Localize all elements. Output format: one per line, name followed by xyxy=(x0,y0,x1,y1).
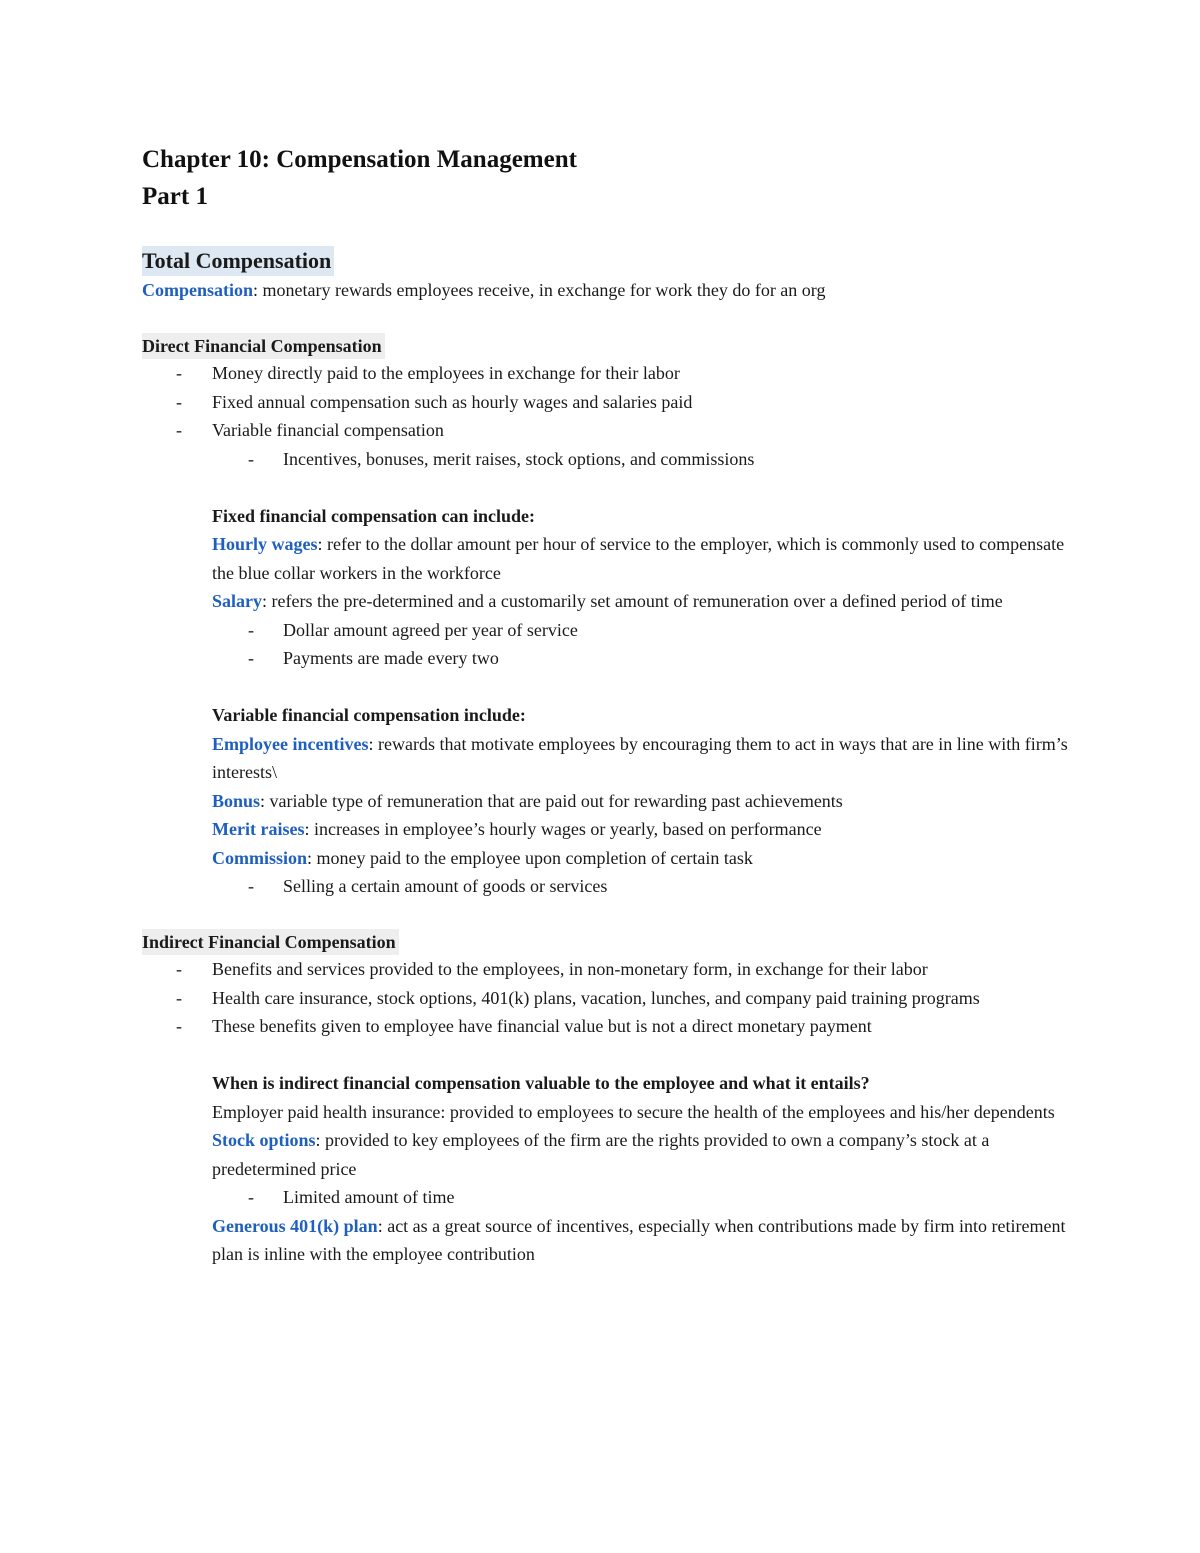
direct-bullet-list xyxy=(142,359,1072,445)
term-salary: Salary xyxy=(212,591,263,611)
section-heading-indirect: Indirect Financial Compensation xyxy=(142,929,399,955)
list-item: - Incentives, bonuses, merit raises, stock options, and commissions xyxy=(142,445,1072,474)
term-stock-options: Stock options xyxy=(212,1130,316,1150)
hourly-wages-definition: Hourly wages: refer to the dollar amount per hour of service to the employer, which is commonly used to compensate the blue collar workers in the workforce xyxy=(212,534,1065,583)
list-item: - Limited amount of time xyxy=(142,1183,1072,1212)
commission-sub-list xyxy=(142,872,1072,901)
salary-definition: Salary: refers the pre-determined and a customarily set amount of remuneration over a defined period of time xyxy=(212,591,1003,611)
compensation-definition xyxy=(142,276,1072,305)
fixed-heading: Fixed financial compensation can include: xyxy=(212,505,536,526)
salary-sub-list xyxy=(142,616,1072,673)
401k-definition: Generous 401(k) plan: act as a great source of incentives, especially when contributions made by firm into retirement plan is inline with the employee contribution xyxy=(212,1215,1066,1264)
incentives-definition: Employee incentives: rewards that motivate employees by encouraging them to act in ways that are in line with firm’s interests\ xyxy=(212,733,1068,782)
bonus-definition: Bonus: variable type of remuneration that are paid out for rewarding past achievements xyxy=(212,790,843,811)
list-item: - Payments are made every two xyxy=(142,644,1072,673)
list-item: - Money directly paid to the employees in exchange for their labor xyxy=(142,359,1072,388)
chapter-title: Chapter 10: Compensation Management xyxy=(142,146,577,173)
health-insurance-definition: Employer paid health insurance: provided to employees to secure the health of the employees and his/her dependents xyxy=(212,1101,1055,1122)
indirect-question: When is indirect financial compensation valuable to the employee and what it entails? xyxy=(212,1073,870,1093)
section-heading-total: Total Compensation xyxy=(142,246,334,276)
stock-sub-list xyxy=(142,1183,1072,1212)
variable-heading: Variable financial compensation include: xyxy=(212,705,526,725)
list-item: - Fixed annual compensation such as hourly wages and salaries paid xyxy=(142,388,1072,417)
commission-definition: Commission: money paid to the employee upon completion of certain task xyxy=(212,847,753,868)
compensation-def-text: : monetary rewards employees receive, in exchange for work they do for an org xyxy=(253,280,826,300)
list-item: - Dollar amount agreed per year of service xyxy=(142,616,1072,645)
merit-definition: Merit raises: increases in employee’s hourly wages or yearly, based on performance xyxy=(212,819,822,839)
list-item: - Benefits and services provided to the employees, in non-monetary form, in exchange for their labor xyxy=(142,955,1072,984)
stock-options-definition: Stock options: provided to key employees of the firm are the rights provided to own a company’s stock at a predetermined price xyxy=(212,1130,990,1179)
term-hourly-wages: Hourly wages xyxy=(212,534,318,554)
term-compensation: Compensation xyxy=(142,280,254,300)
term-401k-plan: Generous 401(k) plan xyxy=(212,1215,378,1236)
term-bonus: Bonus xyxy=(212,790,261,811)
part-title: Part 1 xyxy=(142,183,208,210)
list-item: - Health care insurance, stock options, 401(k) plans, vacation, lunches, and company paid training programs xyxy=(142,984,1072,1013)
term-merit-raises: Merit raises xyxy=(212,819,305,839)
list-item: - Variable financial compensation xyxy=(142,416,1072,445)
term-commission: Commission xyxy=(212,847,308,868)
document-page xyxy=(142,141,1072,1269)
term-employee-incentives: Employee incentives xyxy=(212,733,369,754)
list-item: - Selling a certain amount of goods or services xyxy=(142,872,1072,901)
list-item: - These benefits given to employee have financial value but is not a direct monetary payment xyxy=(142,1012,1072,1041)
section-heading-direct: Direct Financial Compensation xyxy=(142,333,385,359)
direct-sub-list xyxy=(142,445,1072,474)
indirect-bullet-list xyxy=(142,955,1072,1041)
